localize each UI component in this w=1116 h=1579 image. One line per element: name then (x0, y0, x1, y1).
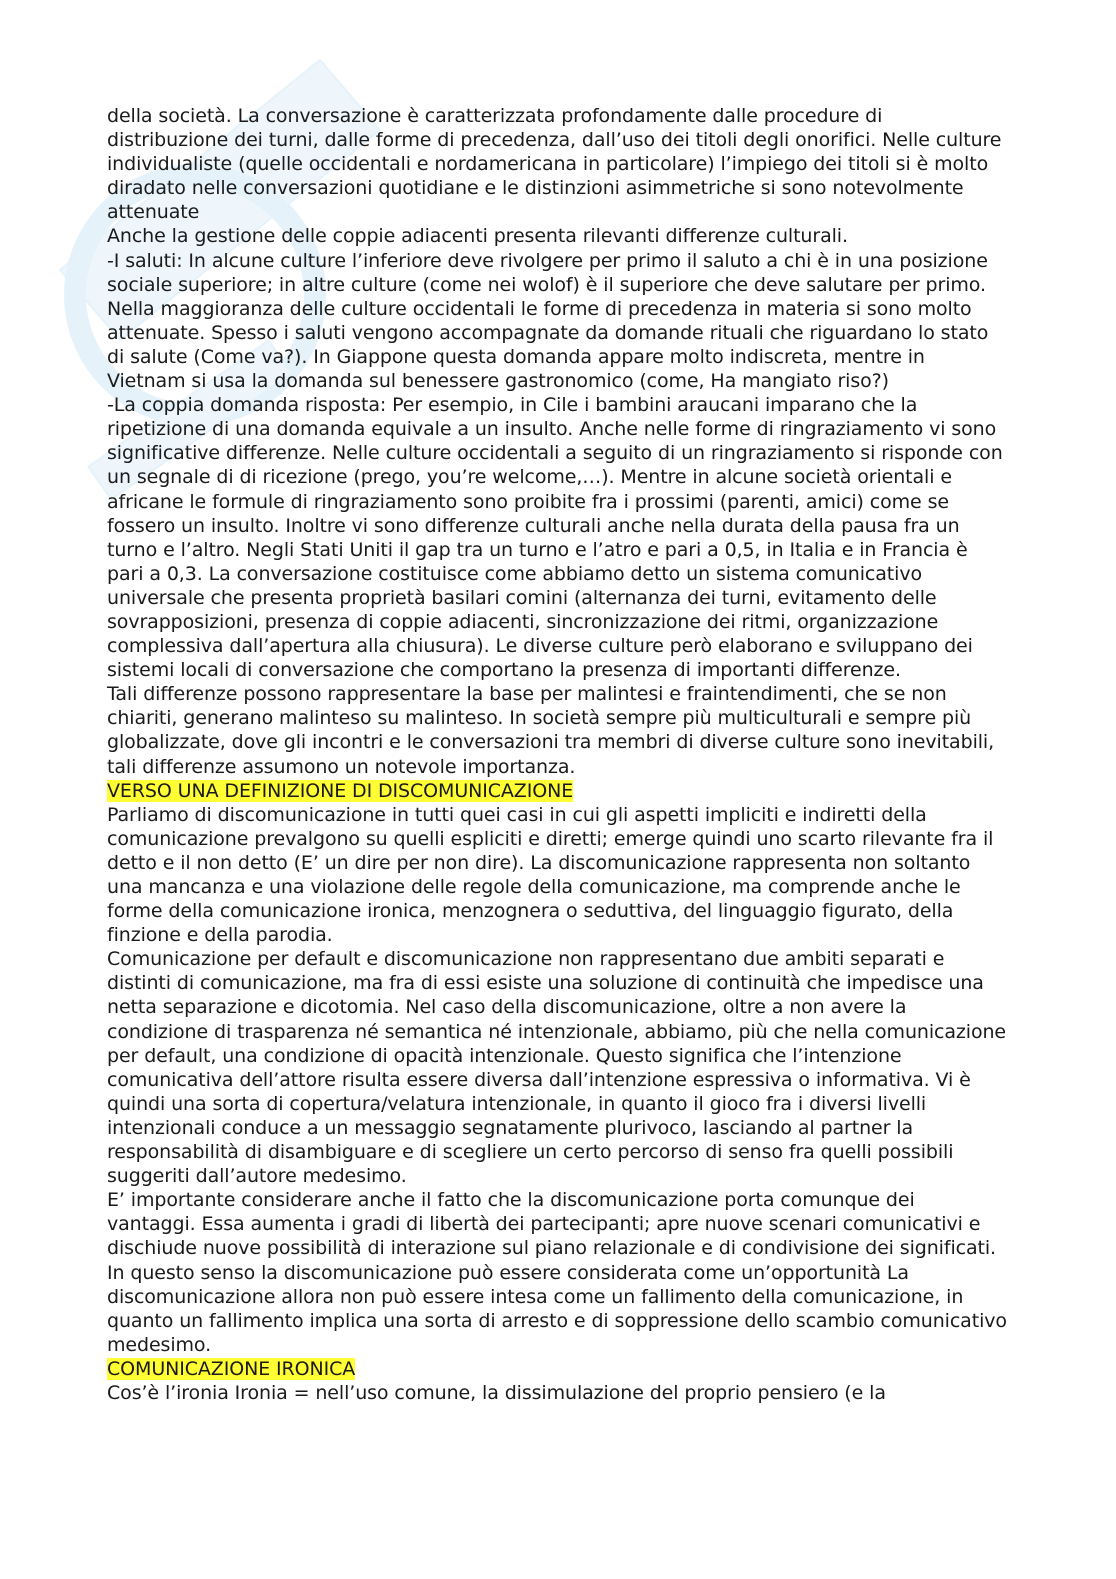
section-heading-text: VERSO UNA DEFINIZIONE DI DISCOMUNICAZIONE (107, 779, 574, 802)
paragraph: -I saluti: In alcune culture l’inferiore deve rivolgere per primo il saluto a chi è in una posizione sociale superiore; in altre culture (come nei wolof) è il superiore che deve salutare per primo. Nella maggioranza delle culture occidentali le forme di precedenza in materia si sono molto attenuate. Spesso i saluti vengono accompagnate da domande rituali che riguardano lo stato di salute (Come va?). In Giappone questa domanda appare molto indiscreta, mentre in Vietnam si usa la domanda sul benessere gastronomico (come, Ha mangiato riso?) (107, 249, 989, 393)
section-heading (107, 1357, 1007, 1381)
section-heading (107, 779, 1007, 803)
paragraph: Anche la gestione delle coppie adiacenti presenta rilevanti differenze culturali. (107, 225, 848, 248)
paragraph: Parliamo di discomunicazione in tutti quei casi in cui gli aspetti impliciti e indiretti della comunicazione prevalgono su quelli espliciti e diretti; emerge quindi uno scarto rilevante fra il detto e il non detto (E’ un dire per non dire). La discomunicazione rappresenta non soltanto una mancanza e una violazione delle regole della comunicazione, ma comprende anche le forme della comunicazione ironica, menzognera o seduttiva, del linguaggio figurato, della finzione e della parodia. (107, 803, 994, 947)
paragraph: Comunicazione per default e discomunicazione non rappresentano due ambiti separati e distinti di comunicazione, ma fra di essi esiste una soluzione di continuità che impedisce una netta separazione e dicotomia. Nel caso della discomunicazione, oltre a non avere la condizione di trasparenza né semantica né intenzionale, abbiamo, più che nella comunicazione per default, una condizione di opacità intenzionale. Questo significa che l’intenzione comunicativa dell’attore risulta essere diversa dall’intenzione espressiva o informativa. Vi è quindi una sorta di copertura/velatura intenzionale, in quanto il gioco fra i diversi livelli intenzionali conduce a un messaggio segnatamente plurivoco, lasciando al partner la responsabilità di disambiguare e di scegliere un certo percorso di senso fra quelli possibili suggeriti dall’autore medesimo. (107, 948, 1007, 1188)
paragraph: -La coppia domanda risposta: Per esempio, in Cile i bambini araucani imparano che la ripetizione di una domanda equivale a un insulto. Anche nelle forme di ringraziamento vi sono significative differenze. Nelle culture occidentali a seguito di un ringraziamento si risponde con un segnale di di ricezione (prego, you’re welcome,…). Mentre in alcune società orientali e africane le formule di ringraziamento sono proibite fra i prossimi (parenti, amici) come se fossero un insulto. Inoltre vi sono differenze culturali anche nella durata della pausa fra un turno e l’altro. Negli Stati Uniti il gap tra un turno e l’atro e pari a 0,5, in Italia e in Francia è pari a 0,3. La conversazione costituisce come abbiamo detto un sistema comunicativo universale che presenta proprietà basilari comini (alternanza dei turni, evitamento delle sovrapposizioni, presenza di coppie adiacenti, sincronizzazione dei ritmi, organizzazione complessiva dall’apertura alla chiusura). Le diverse culture però elaborano e sviluppano dei sistemi locali di conversazione che comportano la presenza di importanti differenze. (107, 394, 1003, 682)
paragraph: Cos’è l’ironia Ironia = nell’uso comune, la dissimulazione del proprio pensiero (e la (107, 1381, 886, 1404)
paragraph: della società. La conversazione è caratterizzata profondamente dalle procedure di distribuzione dei turni, dalle forme di precedenza, dall’uso dei titoli degli onorifici. Nelle culture individualiste (quelle occidentali e nordamericana in particolare) l’impiego dei titoli si è molto diradato nelle conversazioni quotidiane e le distinzioni asimmetriche si sono notevolmente attenuate (107, 105, 1002, 224)
paragraph: E’ importante considerare anche il fatto che la discomunicazione porta comunque dei vantaggi. Essa aumenta i gradi di libertà dei partecipanti; apre nuove scenari comunicativi e dischiude nuove possibilità di interazione sul piano relazionale e di condivisione dei significati. In questo senso la discomunicazione può essere considerata come un’opportunità La discomunicazione allora non può essere intesa come un fallimento della comunicazione, in quanto un fallimento implica una sorta di arresto e di soppressione dello scambio comunicativo medesimo. (107, 1189, 1007, 1356)
document-body (107, 104, 1007, 1405)
section-heading-text: COMUNICAZIONE IRONICA (107, 1357, 356, 1380)
paragraph: Tali differenze possono rappresentare la base per malintesi e fraintendimenti, che se non chiariti, generano malinteso su malinteso. In società sempre più multiculturali e sempre più globalizzate, dove gli incontri e le conversazioni tra membri di diverse culture sono inevitabili, tali differenze assumono un notevole importanza. (107, 683, 995, 778)
